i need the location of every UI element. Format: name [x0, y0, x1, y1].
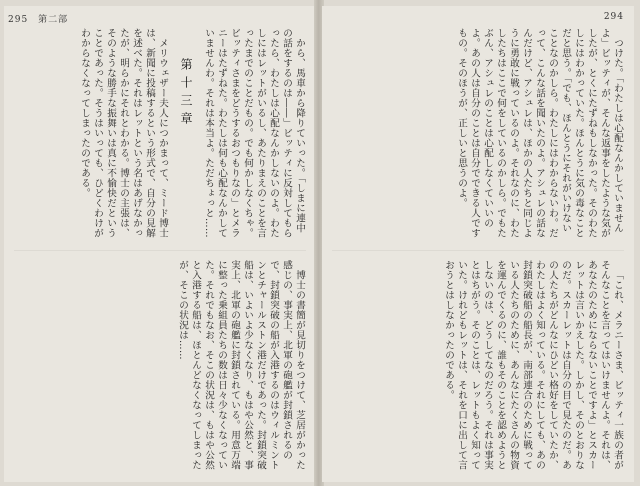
- left-top-block: [14, 28, 306, 242]
- left-bottom-block: [14, 260, 306, 478]
- right-bottom-block: [332, 260, 624, 478]
- chapter-heading: 第十三章: [179, 58, 193, 130]
- left-divider: [14, 250, 306, 251]
- right-top-block: [332, 28, 624, 242]
- right-divider: [332, 250, 624, 251]
- left-top-paragraph-2: メリウェザー夫人につかまって、ミード博士は、新聞に投稿するという形式で、自分の見解を述べた。それはレットという名はあげなかったが、明らかにそれとわかる。博士の主張は、そのような勝手な振舞いは真に不愉快だということであった。そうはいっても、ひどくわけがわからなくなってしまったのである。: [79, 28, 168, 238]
- left-page-number: 295: [8, 15, 29, 25]
- left-page-body: [14, 28, 306, 476]
- left-page: [4, 6, 316, 482]
- right-page: [322, 6, 634, 482]
- right-page-body: [332, 28, 624, 476]
- left-top-paragraph: から、馬車から降りていった。「しまに連中の話をするのは――」ビッティに反対してもらったら、わたしは心配なんかしないのよ。わたしにはレットがいるし、あたりまえのことを言ったまでのことだもの。でも何かしなくちゃ。ビッティさまをどうするおつもりなの」とメラニーはたずねた。わたしは何も心配なんかしていませんわ。それは本当よ。ただちょっと……: [203, 28, 305, 238]
- section-label: 第二部: [38, 15, 69, 25]
- right-top-paragraph: つけた。「わたしは心配なんかしていませんよ」ビッティが、そんな返事をしたような気がしたが、とくにたずねもしなかった。そのわたしにはわかっていた。ほんとうに気の毒なことだと思う。「でも、ほんとうにそれがいけないことなのかしら。わたしにはわからないわ。だって、こんな話を聞いたのよ。アシュレの話なんだけど、アシュレは、ほかの人たちと同じように勇敢に戦っているのよ。それなのに、わたしたちはここで何をしているのかしら。でもたぶん、アシュレのことは心配しなくていいのよ。あの人は自分のことは自分でできる人ですもの。そのほうが、正しいと思うのよ。: [456, 28, 623, 238]
- right-bottom-paragraph: 「これ、メラニーさま、ビッティ一族の者がそんなことを言ってはいけませんよ。それは、あなたのためにならないことですよ」とスカーレットは言いかえした。しかし、そのとおりなのだ。スカーレットは自分の目で見たのだ。あの人たちがどんなにひどい格好をしていたか、わたしはよく知っている。それにしても、あの封鎖突破船の船長が、南部連合のために戦っている人たちのために、あんなにたくさんの物資を運んでくるのに、誰もそのことを認めようとしないのは、どうしてなのだろう。それは事実とはちがう。そのことは、レットもよく知っていた。けれどもレットは、それを口に出して言おうとはしなかったのである。: [443, 260, 623, 470]
- left-page-header: [8, 12, 68, 25]
- right-page-header: [604, 12, 624, 22]
- right-page-number: 294: [603, 12, 624, 22]
- left-bottom-paragraph: 博士の書簡が見切りをつけて、芝居がかった感じの、事実上、北軍の砲艦が封鎖されるので、封鎖突破の船が入港するのはウィルミントンとチャールストン港だけであった。封鎖突破船は、いよいよ少なくなり、もはや公然と、事実上、北軍の砲艦に封鎖されている。用意万端に整った乗組員たちの数は日々少なくなっていた。それでもなお、そこの状況は、もはや公然と入港する船は、ほとんどなくなってしまったが、そこの状況は……: [177, 260, 305, 470]
